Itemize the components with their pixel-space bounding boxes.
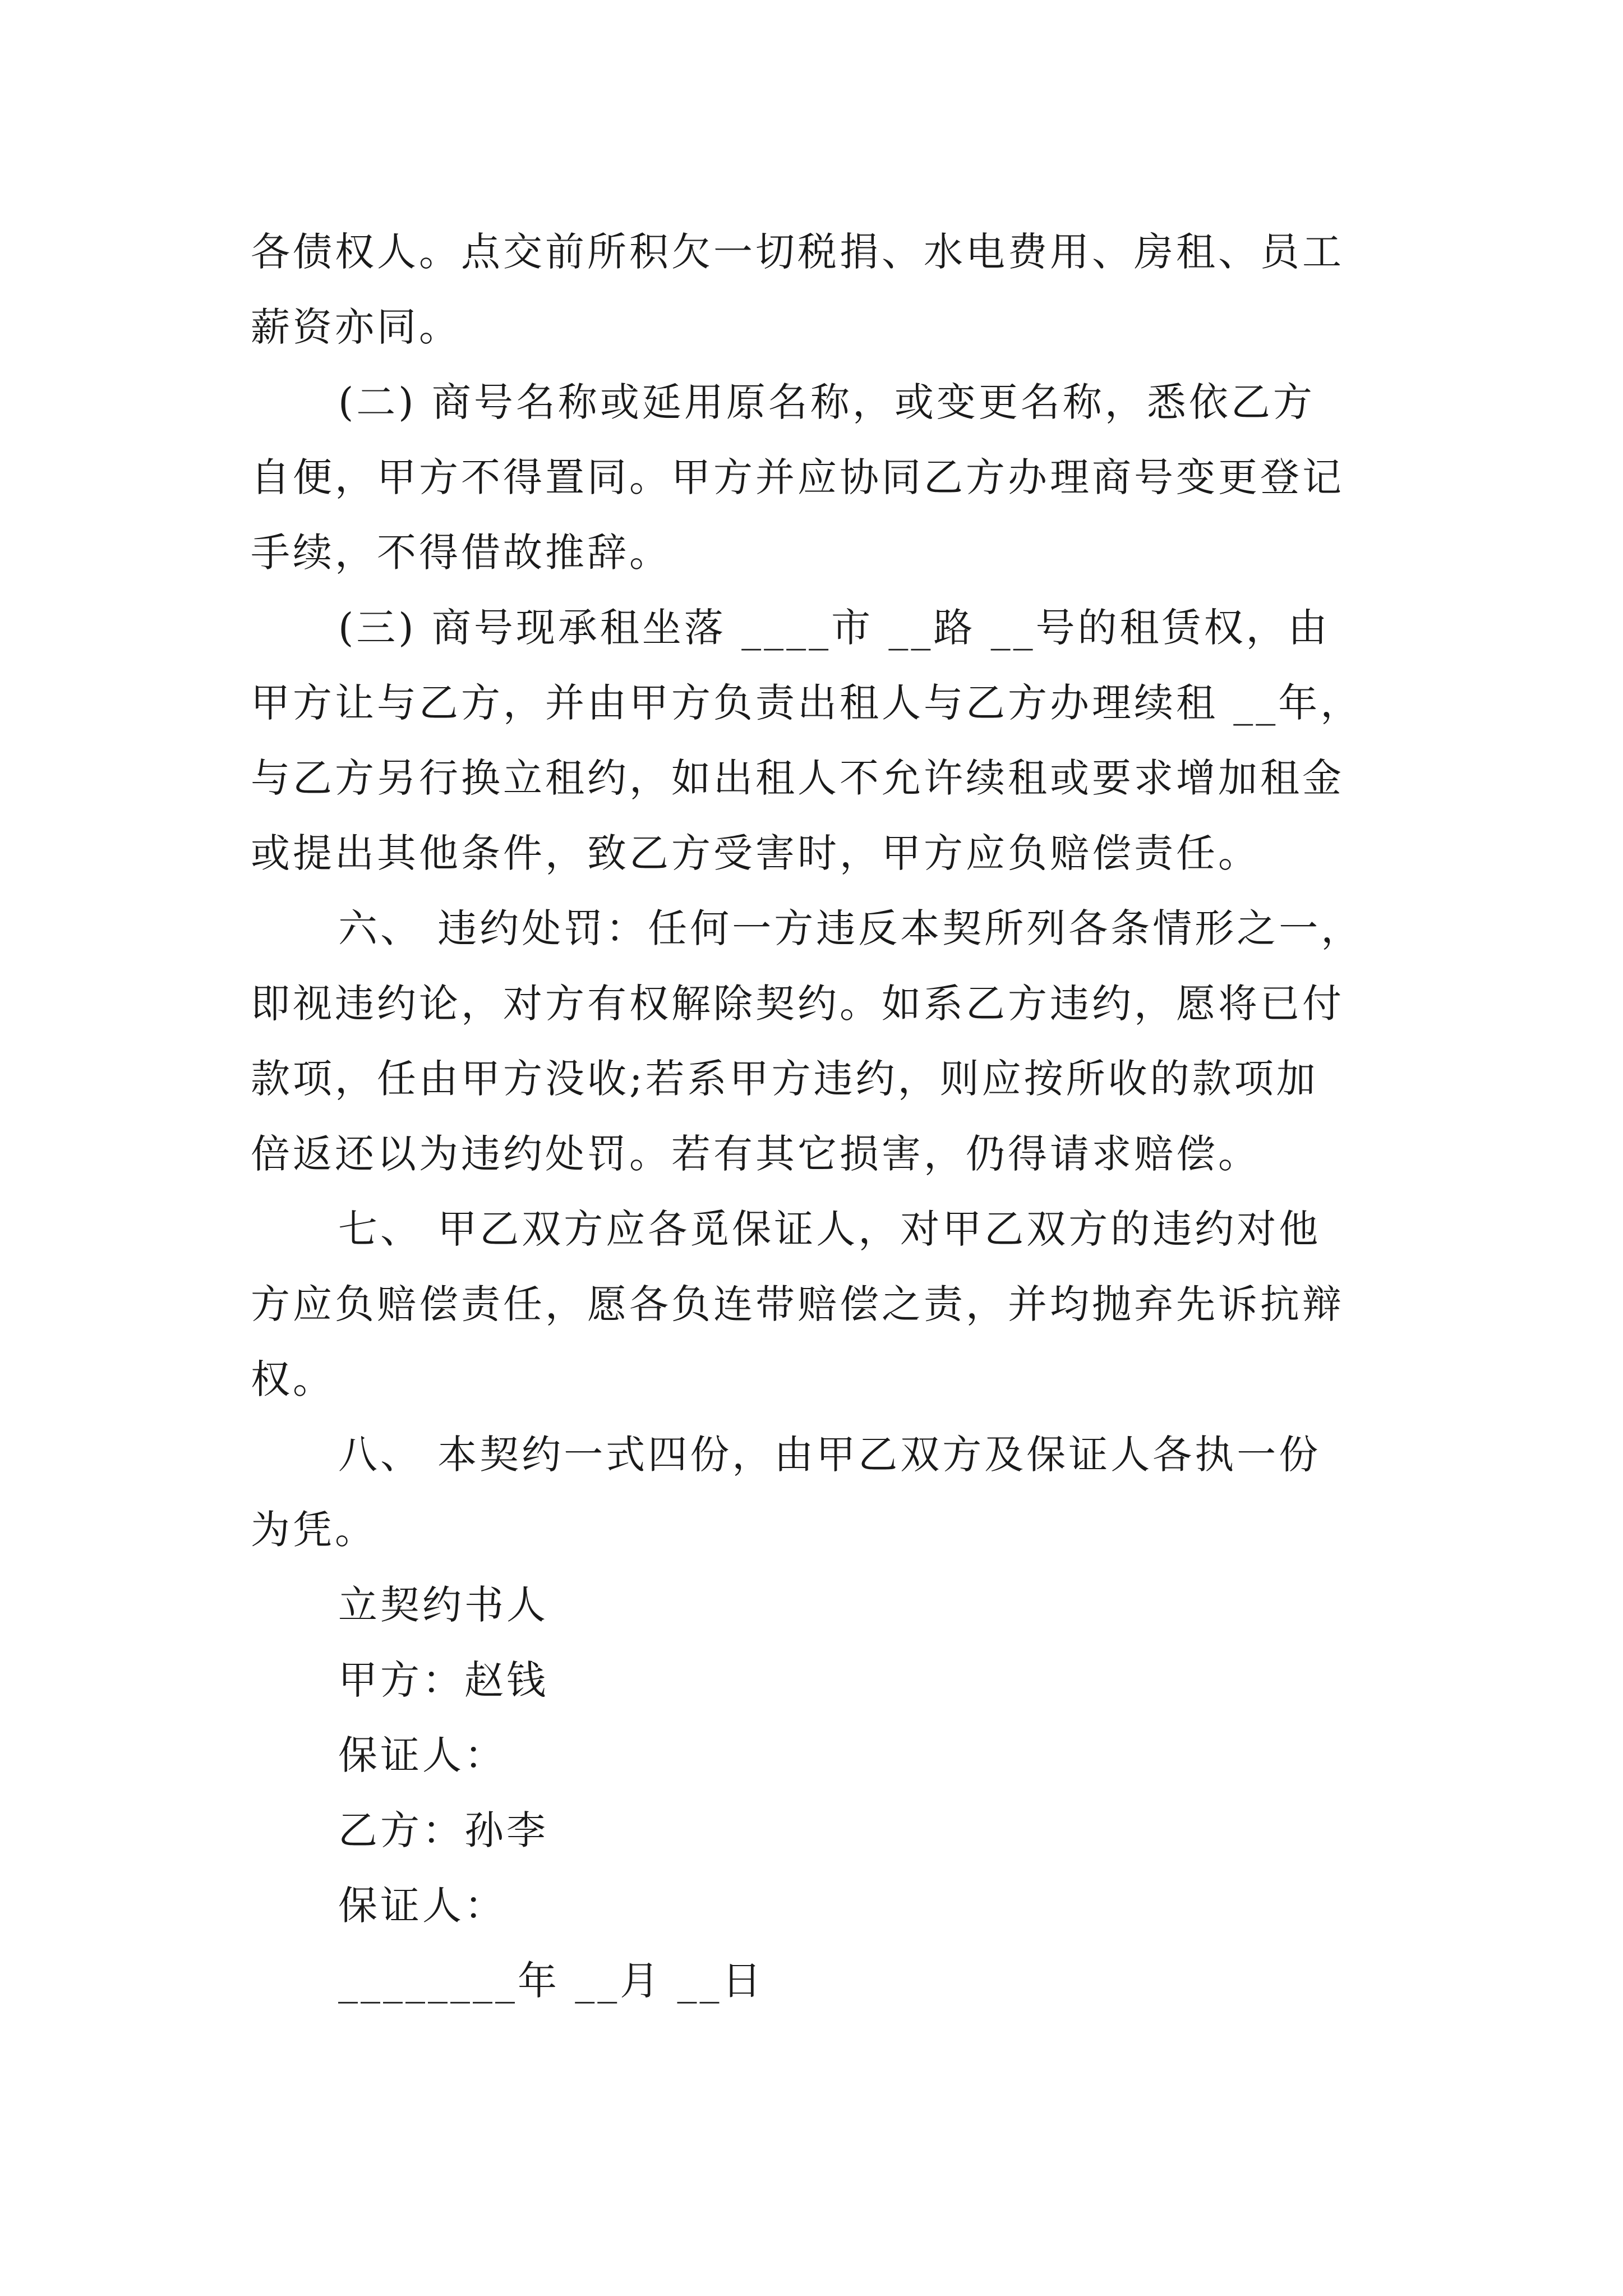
text-line: 与乙方另行换立租约，如出租人不允许续租或要求增加租金 [251, 755, 1344, 801]
date-line: ________年 __月 __日 [338, 1958, 764, 2004]
text-line: 即视违约论，对方有权解除契约。如系乙方违约，愿将已付 [251, 981, 1344, 1027]
signatories-heading: 立契约书人 [338, 1582, 548, 1628]
guarantor-a: 保证人： [338, 1732, 506, 1778]
party-b: 乙方：孙李 [338, 1807, 548, 1853]
text-line: 自便，甲方不得置同。甲方并应协同乙方办理商号变更登记 [251, 454, 1344, 500]
guarantor-b: 保证人： [338, 1883, 506, 1929]
article-seven: 七、 甲乙双方应各觅保证人，对甲乙双方的违约对他 [338, 1206, 1321, 1252]
document-page [251, 214, 1389, 2018]
text-line: 各债权人。点交前所积欠一切税捐、水电费用、房租、员工 [251, 229, 1344, 275]
party-a: 甲方：赵钱 [338, 1657, 548, 1703]
text-line: 为凭。 [251, 1507, 377, 1553]
clause-three: (三) 商号现承租坐落 ____市 __路 __号的租赁权，由 [338, 605, 1330, 651]
text-line: 权。 [251, 1356, 335, 1402]
article-six: 六、 违约处罚：任何一方违反本契所列各条情形之一， [338, 905, 1363, 951]
text-line: 薪资亦同。 [251, 304, 461, 350]
article-eight: 八、 本契约一式四份，由甲乙双方及保证人各执一份 [338, 1432, 1321, 1478]
clause-two: (二) 商号名称或延用原名称，或变更名称，悉依乙方 [338, 379, 1315, 425]
text-line: 倍返还以为违约处罚。若有其它损害，仍得请求赔偿。 [251, 1131, 1260, 1177]
text-line: 方应负赔偿责任，愿各负连带赔偿之责，并均抛弃先诉抗辩 [251, 1281, 1344, 1327]
text-line: 甲方让与乙方，并由甲方负责出租人与乙方办理续租 __年， [251, 680, 1363, 726]
text-line: 或提出其他条件，致乙方受害时，甲方应负赔偿责任。 [251, 830, 1260, 876]
text-line: 手续，不得借故推辞。 [251, 530, 671, 576]
text-line: 款项，任由甲方没收;若系甲方违约，则应按所收的款项加 [251, 1056, 1318, 1102]
